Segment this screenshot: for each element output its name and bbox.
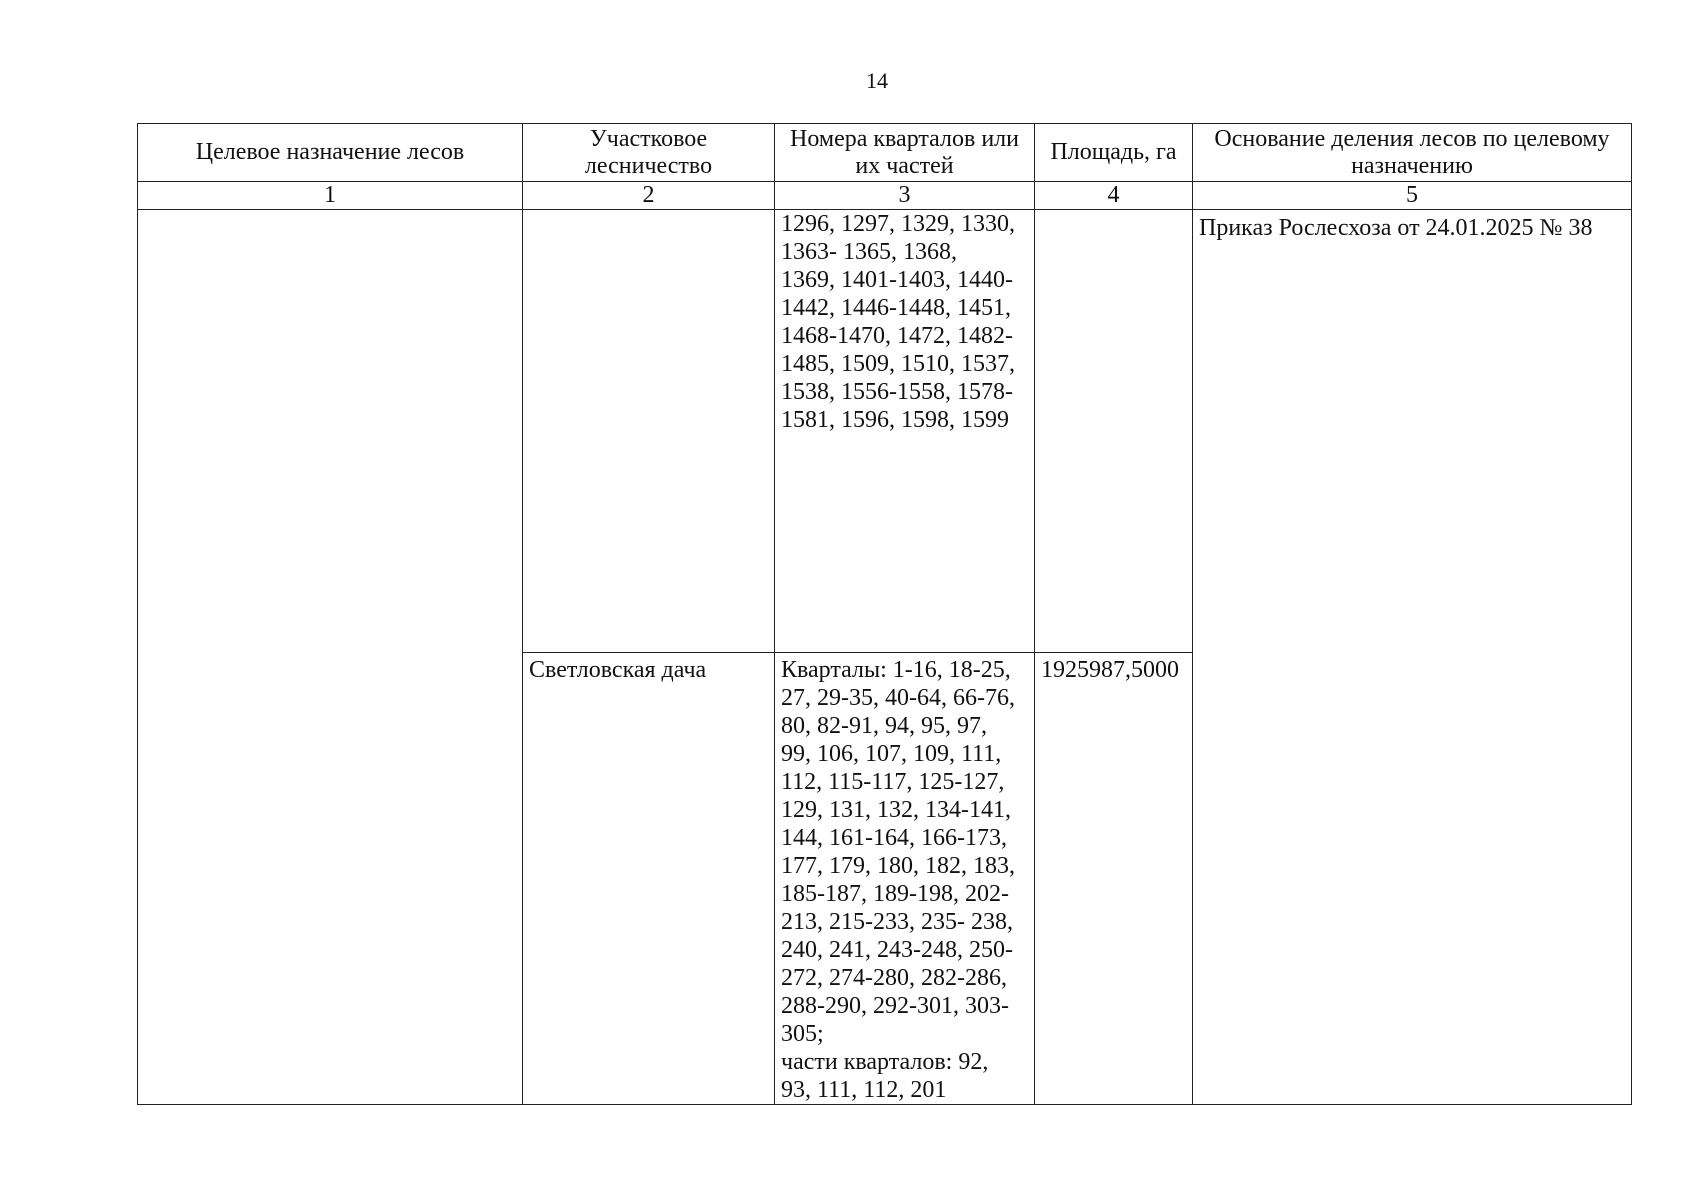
basis-cell: Приказ Рослесхоза от 24.01.2025 № 38: [1193, 210, 1632, 1105]
purpose-cell: [138, 210, 523, 1105]
column-number-row: [138, 182, 1632, 210]
area-cell: 1925987,5000: [1035, 653, 1193, 1105]
quarters-cell: Кварталы: 1-16, 18-25, 27, 29-35, 40-64, 66-76, 80, 82-91, 94, 95, 97, 99, 106, 107, 109, 111, 112, 115-117, 125-127, 129, 131, 132, 134-141, 144, 161-164, 166-173, 177, 179, 180, 182, 183, 185-187, 189-198, 202- 213, 215-233, 235- 238, 240, 241, 243-248, 250- 272, 274-280, 282-286, 288-290, 292-301, 303- 305; части кварталов: 92, 93, 111, 112, 201: [775, 653, 1035, 1105]
header-quarters: Номера кварталов или их частей: [775, 124, 1035, 182]
quarters-cell: 1296, 1297, 1329, 1330, 1363- 1365, 1368, 1369, 1401-1403, 1440- 1442, 1446-1448, 1451, 1468-1470, 1472, 1482- 1485, 1509, 1510, 1537, 1538, 1556-1558, 1578- 1581, 1596, 1598, 1599: [775, 210, 1035, 653]
area-cell: [1035, 210, 1193, 653]
header-area: Площадь, га: [1035, 124, 1193, 182]
column-number: 5: [1193, 182, 1632, 210]
header-forestry: Участковое лесничество: [523, 124, 775, 182]
column-number: 4: [1035, 182, 1193, 210]
forestry-cell: [523, 210, 775, 653]
forest-purpose-table: [137, 123, 1632, 1105]
column-number: 3: [775, 182, 1035, 210]
column-number: 1: [138, 182, 523, 210]
forestry-cell: Светловская дача: [523, 653, 775, 1105]
table-row: [138, 210, 1632, 653]
page-number: 14: [866, 68, 888, 93]
column-number: 2: [523, 182, 775, 210]
header-basis: Основание деления лесов по целевому назначению: [1193, 124, 1632, 182]
table-header-row: [138, 124, 1632, 182]
header-purpose: Целевое назначение лесов: [138, 124, 523, 182]
